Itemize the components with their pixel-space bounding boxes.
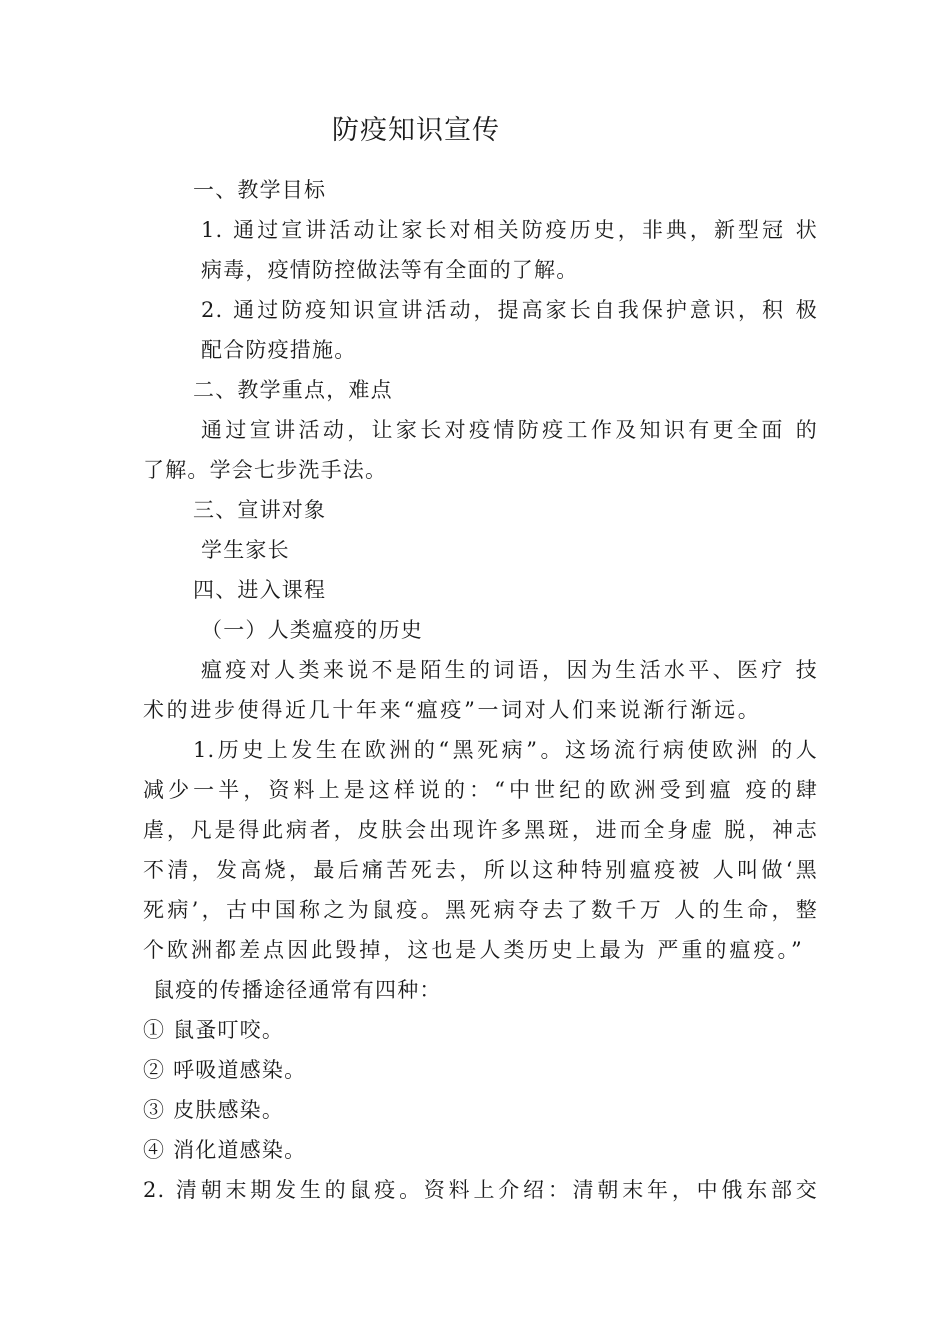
objective-2-line-2: 配合防疫措施。 [201, 338, 357, 362]
transmission-route-1: ① 鼠蚤叮咬。 [143, 1018, 285, 1042]
objective-1-line-2: 病毒，疫情防控做法等有全面的了解。 [201, 258, 579, 282]
black-death-line-1: 1.历史上发生在欧洲的“黑死病”。这场流行病使欧洲 的人 [193, 738, 818, 762]
key-points-line-2: 了解。学会七步洗手法。 [143, 458, 388, 482]
black-death-line-4: 不清，发高烧，最后痛苦死去，所以这种特别瘟疫被 人叫做‘黑 [143, 858, 818, 882]
subsection-heading-history: （一）人类瘟疫的历史 [201, 618, 423, 642]
history-intro-line-2: 术的进步使得近几十年来“瘟疫”一词对人们来说渐行渐远。 [143, 698, 760, 722]
transmission-route-4: ④ 消化道感染。 [143, 1138, 307, 1162]
section-heading-key-points: 二、教学重点，难点 [193, 378, 393, 402]
objective-1-line-1: 1. 通过宣讲活动让家长对相关防疫历史，非典，新型冠 状 [201, 218, 818, 242]
objective-2-line-1: 2. 通过防疫知识宣讲活动，提高家长自我保护意识，积 极 [201, 298, 818, 322]
document-title: 防疫知识宣传 [332, 115, 500, 146]
history-intro-line-1: 瘟疫对人类来说不是陌生的词语，因为生活水平、医疗 技 [201, 658, 818, 682]
plague-transmission-intro: 鼠疫的传播途径通常有四种： [153, 978, 442, 1002]
black-death-line-5: 死病’，古中国称之为鼠疫。黑死病夺去了数千万 人的生命，整 [143, 898, 818, 922]
black-death-line-3: 虐，凡是得此病者，皮肤会出现许多黑斑，进而全身虚 脱，神志 [143, 818, 818, 842]
key-points-line-1: 通过宣讲活动，让家长对疫情防疫工作及知识有更全面 的 [201, 418, 818, 442]
black-death-line-2: 减少一半，资料上是这样说的：“中世纪的欧洲受到瘟 疫的肆 [143, 778, 818, 802]
transmission-route-2: ② 呼吸道感染。 [143, 1058, 307, 1082]
audience-text: 学生家长 [201, 538, 290, 562]
transmission-route-3: ③ 皮肤感染。 [143, 1098, 285, 1122]
qing-plague-line-1: 2. 清朝末期发生的鼠疫。资料上介绍：清朝末年，中俄东部交 [143, 1178, 818, 1202]
section-heading-audience: 三、宣讲对象 [193, 498, 327, 522]
black-death-line-6: 个欧洲都差点因此毁掉，这也是人类历史上最为 严重的瘟疫。” [143, 938, 803, 962]
section-heading-course: 四、进入课程 [193, 578, 327, 602]
section-heading-objectives: 一、教学目标 [193, 178, 327, 202]
